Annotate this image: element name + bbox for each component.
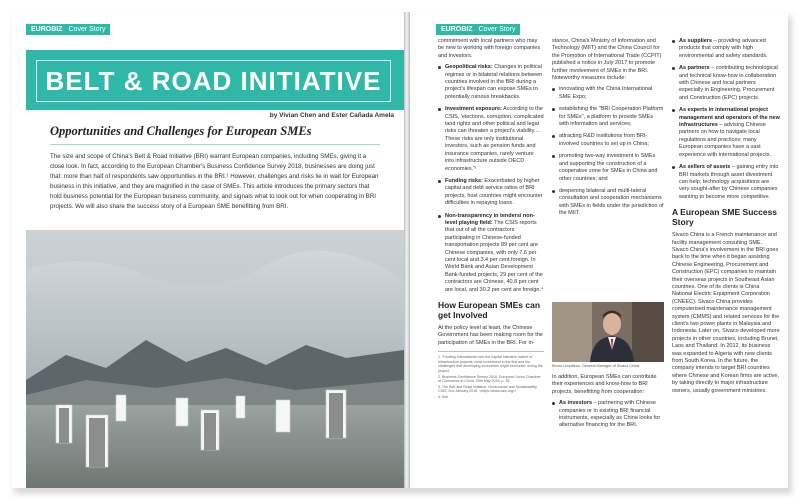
brand-label: EUROBIZ <box>31 26 63 33</box>
byline: by Vivian Chen and Ester Cañada Amela <box>269 112 394 119</box>
column-2 <box>552 38 664 223</box>
brand-label-right: EUROBIZ <box>441 26 473 33</box>
footnote: 4. Ibid. <box>438 394 449 399</box>
divider <box>50 144 380 145</box>
left-page <box>12 12 404 488</box>
success-story-heading: A European SME Success Story <box>672 207 778 228</box>
portrait-photo <box>552 302 664 362</box>
title-frame <box>36 60 391 102</box>
list-item: promoting two-way investment in SMEs and supporting the construction of a cooperative zone for SMEs in China and other countries; and <box>552 153 664 183</box>
list-item: Geopolitical risks: Changes in political regimes or in bilateral relations between countries involved in the BRI during a project's lifespan can expose SMEs to potentially ruinous breakbacks. <box>438 64 544 101</box>
list-item: As suppliers – providing advanced products that comply with high environmental and safety standards. <box>672 38 780 60</box>
list-item: As sellers of assets – gaining entry into BRI markets through asset divestment can help; technology acquisitions are very sought-after by Chinese companies wanting to become more competitive. <box>672 164 780 201</box>
section-label: Cover Story <box>68 26 106 33</box>
footnote: 2. Business Confidence Survey 2018, European Union Chamber of Commerce in China, 29th May 2018, p. 35 <box>438 374 541 384</box>
column-2-bottom <box>552 374 664 435</box>
col2-after: In addition, European SMEs can contribute their experiences and know-how to BRI projects, benefitting from cooperation: <box>552 374 657 395</box>
list-item: attracting R&D institutions from BRI-involved countries to set up in China; <box>552 133 664 148</box>
investor-list <box>552 400 664 430</box>
footnote: 1. 'Funding International over the capital intensive nature of infrastructure projects, most investment in the first and the challenges that developing economies might encounter during the project' <box>438 355 543 373</box>
right-page <box>410 12 788 488</box>
list-item: deepening bilateral and multi-lateral consultation and cooperation mechanisms with SMEs in fields under the jurisdiction of the MIIT. <box>552 188 664 218</box>
list-item: As experts in international project management and operators of the new infrastructures – advising Chinese partners on how to navigate local regulations and practices; many European companies have a vast experience with international projects. <box>672 107 780 159</box>
section-tag <box>26 24 110 35</box>
section-tag-right <box>436 24 520 35</box>
list-item: Non-transparency in tenders/ non-level playing field: The CSIS reports that out of all the contractors participating in Chinese-funded transportation projects 89 per cent are Chinese companies, with only 7.6 per cent local and 3.4 per cent foreign. In World Bank and Asian Development Bank-funded projects, 29 per cent of the contractors are Chinese, 40.8 per cent are local, and 30.2 per cent are foreign.⁴ <box>438 213 544 294</box>
list-item: Funding risks: Exacerbated by higher capital and debt service ratios of BRI projects, host countries might encounter difficulties in repaying loans. <box>438 178 544 208</box>
risk-list <box>438 64 544 294</box>
photo-caption: Bruno Lhopiteau, General Manager of Sivaco China <box>552 364 640 368</box>
success-story-text: Sivaco China is a French maintenance and facility management consulting SME. Sivaco China's involvement in the BRI goes back to the time when it began assisting Chinese Engineering, Procurement and Construction (EPC) companies to maintain their overseas projects in Southeast Asian countries. One of its clients is China National Electric Equipment Corporation (CNEEC). Sivaco China provides computerised maintenance management system (CMMS) and related services for the client's two power plants in Malaysia and Indonesia. Later on, Sivaco developed more projects in other countries, including Brunei, Laos and Thailand. In 2012, its business was expanded to Algeria with new clients from South Korea. In the future, the company intends to target BRI countries where Chinese and Korean firms are active, by taking directly to major infrastructure owners, usually government ministries. <box>672 232 780 394</box>
list-item: establishing the "BRI Cooperation Platform for SMEs", a platform to provide SMEs with information and services; <box>552 106 664 128</box>
column-1 <box>438 38 544 401</box>
footnote: 3. The Belt and Road Initiative: Governance and Sustainability, CSIS, 2nd January 2018, <https://www.csis.org/> <box>438 384 538 394</box>
measures-list <box>552 86 664 217</box>
column-3 <box>672 38 780 399</box>
list-item: As investors – partnering with Chinese companies or in existing BRI financial instruments, especially as China looks for alternative financing for the BRI. <box>552 400 664 430</box>
col1-lead: commitment with local partners who may be new to working with foreign companies and investors. <box>438 38 541 59</box>
title-banner <box>26 50 404 110</box>
list-item: As partners – contributing technological and technical know-how in collaboration with Chinese and local partners especially in Engineering, Procurement and Construction (EPC) projects. <box>672 65 780 102</box>
list-item: innovating with the China International SME Expo; <box>552 86 664 101</box>
section-label-right: Cover Story <box>478 26 516 33</box>
magazine-spread <box>12 12 788 488</box>
article-subtitle: Opportunities and Challenges for European SMEs <box>50 124 312 138</box>
list-item: Investment exposure: According to the CSIS, 'elections, corruption, complicated land rights and other political and legal risks can threaten a project's viability.... These risks are only institutional investors, such as pension funds and insurance companies, rarely venture into infrastructure outside OECD economies.'³ <box>438 106 544 173</box>
intro-paragraph: The size and scope of China's Belt & Road Initiative (BRI) warrant European companies, including SMEs, giving it a close look. In fact, according to the European Chamber's Business Confidence Survey 2018, businesses are doing just that: more than half of respondents saw opportunities in the BRI.¹ However, challenges and risks lie in wait for European business in this initiative, and they are magnified in the case of SMEs. This article introduces the primary sectors that hold business potential for the European business community, and signals what to look out for when cooperating in BRI projects. We will also share the success story of a European SME benefitting from BRI. <box>50 153 379 210</box>
col1-after: At the policy level at least, the Chinese Government has been making room for the participation of SMEs in the BRI. For in- <box>438 325 543 346</box>
footnotes <box>438 351 544 399</box>
article-title: BELT & ROAD INITIATIVE <box>45 65 382 96</box>
doors-landscape-image <box>26 230 404 488</box>
col2-lead: stance, China's Ministry of Information and Technology (MIIT) and the China Council for the Promotion of International Trade (CCPIT) published a notice in July 2017 to promote further involvement of SMEs in the BRI. Noteworthy measures include: <box>552 38 662 82</box>
section-heading: How European SMEs can get Involved <box>438 300 541 320</box>
roles-list <box>672 38 780 201</box>
